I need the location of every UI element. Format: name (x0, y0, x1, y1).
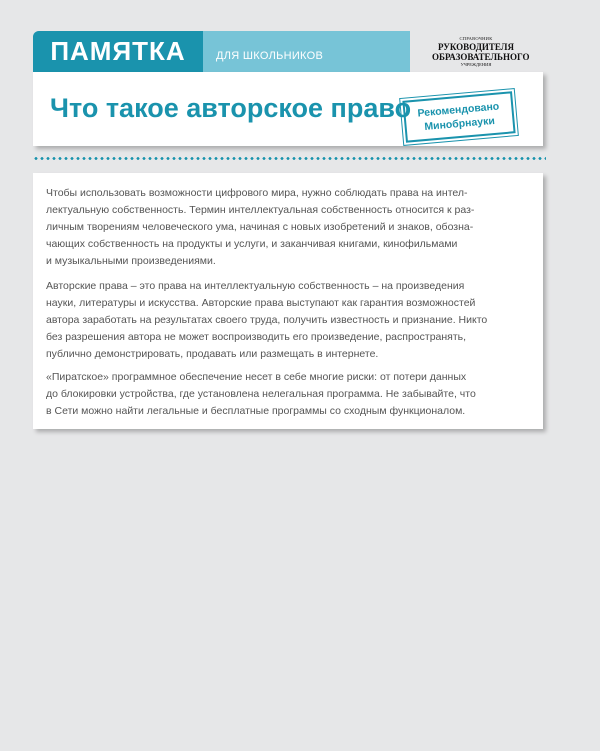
title-card (33, 72, 543, 146)
stamp-line-1: Рекомендовано (417, 100, 500, 120)
text-line: в Сети можно найти легальные и бесплатные программы со сходным функционалом. (46, 405, 466, 417)
text-line: до блокировки устройства, где установлена нелегальная программа. Не забывайте, что (46, 388, 476, 400)
text-line: «Пиратское» программное обеспечение несет в себе многие риски: от потери данных (46, 371, 467, 383)
audience-label: ДЛЯ ШКОЛЬНИКОВ (216, 50, 324, 62)
logo-line-1: РУКОВОДИТЕЛЯ (437, 42, 515, 52)
text-line: без разрешения автора не может воспроизводить его произведение, распространять, (46, 331, 467, 343)
logo-line-2: ОБРАЗОВАТЕЛЬНОГО (432, 52, 530, 62)
logo-top-text: СПРАВОЧНИК (459, 36, 493, 41)
text-line: Чтобы использовать возможности цифрового мира, нужно соблюдать права на интел- (46, 187, 468, 199)
logo-bottom-text: УЧРЕЖДЕНИЯ (460, 62, 492, 67)
paragraph-3 (46, 369, 536, 420)
text-line: и музыкальными произведениями. (46, 255, 216, 267)
dotted-divider (33, 157, 546, 160)
paragraph-2 (46, 278, 536, 363)
stamp-line-2: Минобрнауки (423, 114, 496, 134)
text-line: публично демонстрировать, продавать или размещать в интернете. (46, 348, 379, 360)
memo-badge: ПАМЯТКА (33, 31, 203, 72)
text-line: Авторские права – это права на интеллектуальную собственность – на произведения (46, 280, 465, 292)
text-line: автора заработать на результатах своего труда, получить известность и признание. Никто (46, 314, 488, 326)
text-line: личным творениям человеческого ума, начиная с новых изобретений и знаков, обозна- (46, 221, 474, 233)
text-line: лектуальную собственность. Термин интеллектуальная собственность относится к раз- (46, 204, 475, 216)
paragraph-1 (46, 185, 536, 270)
text-line: чающих собственность на продукты и услуги, и заканчивая книгами, кинофильмами (46, 238, 458, 250)
publisher-logo (432, 36, 530, 68)
text-line: науки, литературы и искусства. Авторские права выступают как гарантия возможностей (46, 297, 476, 309)
page-title: Что такое авторское право (50, 93, 412, 123)
body-card (33, 173, 543, 429)
recommended-stamp (402, 91, 515, 142)
